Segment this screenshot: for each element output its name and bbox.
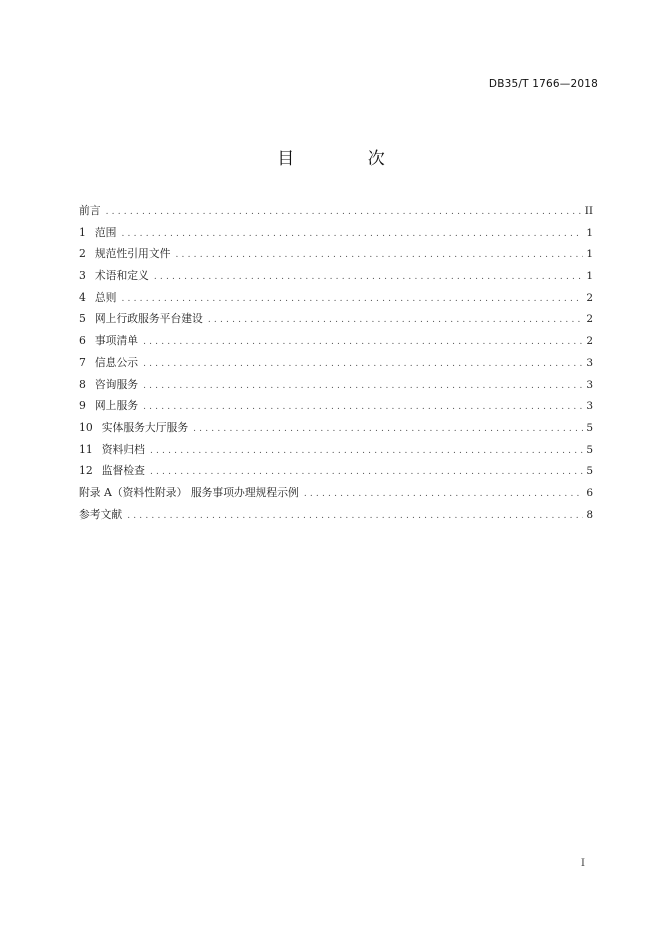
- toc-entry-label: 12 监督检查: [79, 460, 147, 482]
- toc-entry-8[interactable]: [79, 374, 593, 396]
- toc-entry-6[interactable]: [79, 330, 593, 352]
- toc-dot-leader: [205, 310, 583, 332]
- toc-dot-leader: [140, 376, 583, 398]
- toc-entry-1[interactable]: [79, 222, 593, 244]
- toc-entry-page: 2: [586, 313, 593, 326]
- toc-entry-preface[interactable]: [79, 200, 593, 222]
- toc-entry-number: 7: [79, 355, 86, 369]
- toc-entry-page: 1: [586, 248, 593, 261]
- toc-entry-label: 8 咨询服务: [79, 374, 140, 396]
- toc-entry-label: 前言: [79, 204, 101, 217]
- toc-entry-number: 1: [79, 225, 86, 239]
- toc-dot-leader: [124, 506, 583, 528]
- toc-entry-number: 3: [79, 269, 86, 283]
- toc-entry-page: 2: [586, 335, 593, 348]
- toc-dot-leader: [103, 202, 583, 224]
- toc-entry-9[interactable]: [79, 395, 593, 417]
- toc-entry-label: 参考文献: [79, 507, 123, 521]
- toc-entry-number: 10: [79, 420, 93, 434]
- toc-entry-page: 3: [586, 400, 593, 413]
- toc-title: 目 次: [277, 149, 419, 169]
- toc-entry-page: 3: [586, 378, 593, 391]
- toc-entry-references[interactable]: [79, 504, 593, 526]
- toc-entry-number: 2: [79, 247, 86, 261]
- document-code: DB35/T 1766—2018: [488, 78, 598, 90]
- toc-dot-leader: [140, 354, 583, 376]
- toc-entry-number: 5: [79, 312, 86, 326]
- toc-entry-4[interactable]: [79, 287, 593, 309]
- toc-entry-label: 6 事项清单: [79, 330, 140, 352]
- toc-dot-leader: [118, 224, 583, 246]
- toc-entry-11[interactable]: [79, 439, 593, 461]
- toc-entry-page: 3: [586, 356, 593, 369]
- toc-dot-leader: [140, 397, 583, 419]
- toc-entry-label: 2 规范性引用文件: [79, 243, 172, 265]
- toc-entry-page: 1: [586, 270, 593, 283]
- toc-entry-page: 5: [586, 421, 593, 434]
- toc-entry-number: 12: [79, 464, 93, 478]
- toc-entry-label: 3 术语和定义: [79, 265, 151, 287]
- toc-dot-leader: [301, 484, 583, 506]
- toc-dot-leader: [118, 289, 583, 311]
- toc-dot-leader: [147, 441, 583, 463]
- toc-entry-appendix-a[interactable]: [79, 482, 593, 504]
- toc-entry-number: 11: [79, 442, 93, 456]
- toc-entry-page: 8: [586, 508, 593, 521]
- toc-entry-2[interactable]: [79, 243, 593, 265]
- toc-dot-leader: [151, 267, 583, 289]
- toc-entry-page: II: [584, 205, 593, 217]
- toc-dot-leader: [140, 332, 583, 354]
- toc-entry-10[interactable]: [79, 417, 593, 439]
- toc-entry-label: 附录 A（资料性附录） 服务事项办理规程示例: [79, 485, 299, 499]
- toc-entry-page: 6: [586, 486, 593, 499]
- toc-entry-page: 5: [586, 465, 593, 478]
- toc-entry-number: 4: [79, 290, 86, 304]
- toc-entry-page: 1: [586, 226, 593, 239]
- toc-entry-number: 8: [79, 377, 86, 391]
- toc-dot-leader: [147, 462, 583, 484]
- page-number: I: [580, 857, 585, 869]
- toc-entry-5[interactable]: [79, 308, 593, 330]
- toc-entry-label: 4 总则: [79, 287, 118, 309]
- toc-dot-leader: [190, 419, 583, 441]
- toc-entry-page: 2: [586, 291, 593, 304]
- toc-entry-label: 5 网上行政服务平台建设: [79, 308, 205, 330]
- toc-entry-label: 1 范围: [79, 222, 118, 244]
- toc-entry-3[interactable]: [79, 265, 593, 287]
- toc-entry-label: 11 资料归档: [79, 439, 147, 461]
- toc-entry-label: 9 网上服务: [79, 395, 140, 417]
- toc-entry-label: 7 信息公示: [79, 352, 140, 374]
- toc-entry-page: 5: [586, 443, 593, 456]
- table-of-contents: [79, 200, 593, 525]
- toc-entry-label: 10 实体服务大厅服务: [79, 417, 190, 439]
- toc-dot-leader: [172, 245, 583, 267]
- toc-entry-number: 9: [79, 399, 86, 413]
- toc-entry-7[interactable]: [79, 352, 593, 374]
- toc-entry-number: 6: [79, 334, 86, 348]
- toc-entry-12[interactable]: [79, 460, 593, 482]
